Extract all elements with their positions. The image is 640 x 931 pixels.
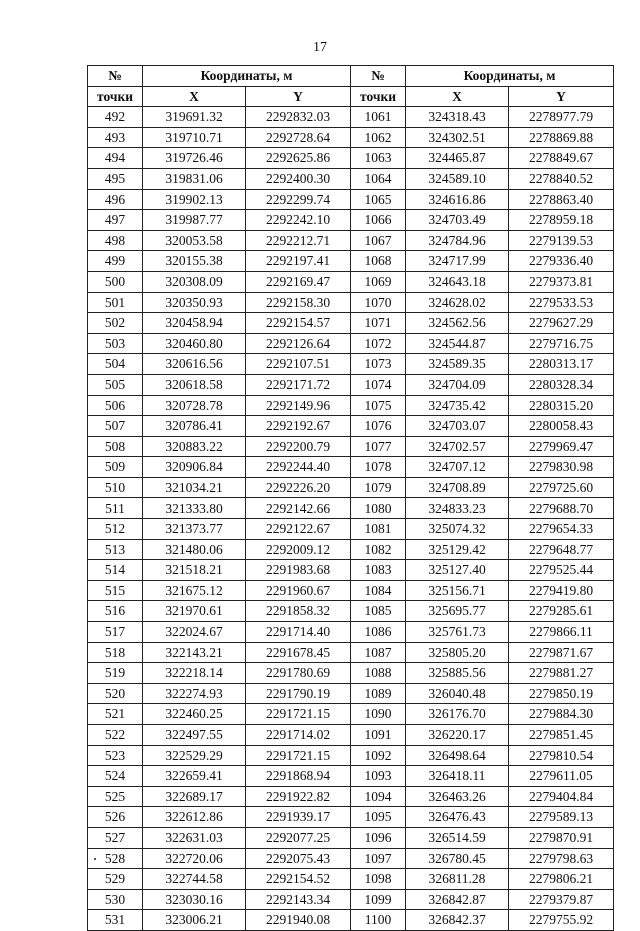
x-right: 325695.77 — [406, 601, 509, 622]
y-right: 2279871.67 — [509, 642, 614, 663]
y-left: 2291983.68 — [246, 560, 351, 581]
point-number-right: 1071 — [351, 313, 406, 334]
y-right: 2279881.27 — [509, 663, 614, 684]
x-left: 319710.71 — [143, 127, 246, 148]
point-number-right: 1085 — [351, 601, 406, 622]
y-left: 2291721.15 — [246, 745, 351, 766]
point-number-right: 1077 — [351, 436, 406, 457]
point-number-left: 498 — [88, 230, 143, 251]
point-number-left: 499 — [88, 251, 143, 272]
x-right: 324784.96 — [406, 230, 509, 251]
y-left: 2292142.66 — [246, 498, 351, 519]
point-number-left: 510 — [88, 477, 143, 498]
point-number-right: 1070 — [351, 292, 406, 313]
point-number-left: 513 — [88, 539, 143, 560]
y-right: 2279611.05 — [509, 766, 614, 787]
x-right: 324465.87 — [406, 148, 509, 169]
x-left: 322024.67 — [143, 622, 246, 643]
y-left: 2292154.57 — [246, 313, 351, 334]
y-left: 2292009.12 — [246, 539, 351, 560]
y-header-left: Y — [246, 86, 351, 107]
y-right: 2279285.61 — [509, 601, 614, 622]
x-right: 324302.51 — [406, 127, 509, 148]
point-number-right: 1080 — [351, 498, 406, 519]
table-row — [88, 519, 614, 540]
x-right: 324735.42 — [406, 395, 509, 416]
x-right: 324589.10 — [406, 168, 509, 189]
y-right: 2279810.54 — [509, 745, 614, 766]
y-left: 2292171.72 — [246, 374, 351, 395]
point-number-right: 1087 — [351, 642, 406, 663]
table-row — [88, 292, 614, 313]
x-right: 325074.32 — [406, 519, 509, 540]
x-left: 320350.93 — [143, 292, 246, 313]
x-right: 326463.26 — [406, 786, 509, 807]
x-left: 320155.38 — [143, 251, 246, 272]
y-right: 2278959.18 — [509, 210, 614, 231]
y-left: 2292212.71 — [246, 230, 351, 251]
point-number-right: 1095 — [351, 807, 406, 828]
y-right: 2278977.79 — [509, 107, 614, 128]
point-number-right: 1072 — [351, 333, 406, 354]
point-number-left: 507 — [88, 416, 143, 437]
table-row — [88, 498, 614, 519]
y-right: 2279884.30 — [509, 704, 614, 725]
point-number-left: 515 — [88, 580, 143, 601]
x-left: 320308.09 — [143, 271, 246, 292]
point-number-right: 1096 — [351, 827, 406, 848]
point-number-right: 1079 — [351, 477, 406, 498]
y-left: 2292200.79 — [246, 436, 351, 457]
x-right: 324833.23 — [406, 498, 509, 519]
y-left: 2292122.67 — [246, 519, 351, 540]
point-number-right: 1076 — [351, 416, 406, 437]
y-left: 2291922.82 — [246, 786, 351, 807]
x-right: 326811.28 — [406, 869, 509, 890]
x-right: 326418.11 — [406, 766, 509, 787]
point-number-right: 1062 — [351, 127, 406, 148]
point-number-left: 504 — [88, 354, 143, 375]
y-right: 2279716.75 — [509, 333, 614, 354]
point-number-right: 1067 — [351, 230, 406, 251]
x-left: 322689.17 — [143, 786, 246, 807]
y-left: 2291858.32 — [246, 601, 351, 622]
x-right: 324616.86 — [406, 189, 509, 210]
x-right: 326842.87 — [406, 889, 509, 910]
point-number-right: 1088 — [351, 663, 406, 684]
table-row — [88, 601, 614, 622]
x-left: 322218.14 — [143, 663, 246, 684]
point-number-left: 525 — [88, 786, 143, 807]
x-left: 320728.78 — [143, 395, 246, 416]
x-right: 324703.49 — [406, 210, 509, 231]
point-number-right: 1097 — [351, 848, 406, 869]
x-left: 320616.56 — [143, 354, 246, 375]
point-number-left: 517 — [88, 622, 143, 643]
table-row — [88, 271, 614, 292]
y-right: 2279866.11 — [509, 622, 614, 643]
y-left: 2292149.96 — [246, 395, 351, 416]
point-number-left: 523 — [88, 745, 143, 766]
table-row — [88, 127, 614, 148]
y-left: 2292226.20 — [246, 477, 351, 498]
point-number-left: 530 — [88, 889, 143, 910]
table-row — [88, 374, 614, 395]
x-left: 323030.16 — [143, 889, 246, 910]
point-number-right: 1061 — [351, 107, 406, 128]
y-right: 2279830.98 — [509, 457, 614, 478]
x-right: 324318.43 — [406, 107, 509, 128]
point-number-left: 496 — [88, 189, 143, 210]
point-number-right: 1091 — [351, 725, 406, 746]
y-left: 2292728.64 — [246, 127, 351, 148]
x-left: 320460.80 — [143, 333, 246, 354]
y-right: 2278840.52 — [509, 168, 614, 189]
point-number-right: 1099 — [351, 889, 406, 910]
x-right: 326514.59 — [406, 827, 509, 848]
y-right: 2280328.34 — [509, 374, 614, 395]
table-row — [88, 683, 614, 704]
table-row — [88, 539, 614, 560]
x-left: 321034.21 — [143, 477, 246, 498]
table-row — [88, 786, 614, 807]
table-row — [88, 230, 614, 251]
point-number-left: 528 — [88, 848, 143, 869]
y-left: 2292107.51 — [246, 354, 351, 375]
y-right: 2279688.70 — [509, 498, 614, 519]
y-left: 2292242.10 — [246, 210, 351, 231]
y-left: 2292126.64 — [246, 333, 351, 354]
point-number-header-right: № — [351, 66, 406, 87]
x-left: 320618.58 — [143, 374, 246, 395]
y-right: 2279870.91 — [509, 827, 614, 848]
table-row — [88, 477, 614, 498]
x-left: 320053.58 — [143, 230, 246, 251]
x-right: 326780.45 — [406, 848, 509, 869]
point-number-left: 512 — [88, 519, 143, 540]
coordinates-table — [87, 65, 614, 931]
x-left: 322460.25 — [143, 704, 246, 725]
y-right: 2280313.17 — [509, 354, 614, 375]
x-right: 326842.37 — [406, 910, 509, 931]
y-right: 2279419.80 — [509, 580, 614, 601]
y-header-right: Y — [509, 86, 614, 107]
point-number-right: 1074 — [351, 374, 406, 395]
x-right: 326498.64 — [406, 745, 509, 766]
y-right: 2278863.40 — [509, 189, 614, 210]
scan-speck — [94, 858, 96, 860]
x-left: 322497.55 — [143, 725, 246, 746]
y-left: 2292143.34 — [246, 889, 351, 910]
point-number-header-left: № — [88, 66, 143, 87]
y-left: 2292400.30 — [246, 168, 351, 189]
x-left: 322274.93 — [143, 683, 246, 704]
y-right: 2279755.92 — [509, 910, 614, 931]
table-row — [88, 807, 614, 828]
x-left: 321480.06 — [143, 539, 246, 560]
table-row — [88, 354, 614, 375]
point-number-right: 1086 — [351, 622, 406, 643]
x-right: 325805.20 — [406, 642, 509, 663]
point-number-left: 511 — [88, 498, 143, 519]
coordinates-header-left: Координаты, м — [143, 66, 351, 87]
y-right: 2279851.45 — [509, 725, 614, 746]
point-number-right: 1065 — [351, 189, 406, 210]
x-left: 322612.86 — [143, 807, 246, 828]
x-right: 325761.73 — [406, 622, 509, 643]
y-left: 2291714.02 — [246, 725, 351, 746]
x-right: 324544.87 — [406, 333, 509, 354]
x-left: 319987.77 — [143, 210, 246, 231]
x-right: 324704.09 — [406, 374, 509, 395]
x-left: 320786.41 — [143, 416, 246, 437]
table-row — [88, 107, 614, 128]
table-row — [88, 704, 614, 725]
y-right: 2279798.63 — [509, 848, 614, 869]
table-row — [88, 622, 614, 643]
x-left: 322659.41 — [143, 766, 246, 787]
point-number-right: 1089 — [351, 683, 406, 704]
point-number-left: 529 — [88, 869, 143, 890]
x-left: 322720.06 — [143, 848, 246, 869]
point-number-left: 503 — [88, 333, 143, 354]
y-left: 2291714.40 — [246, 622, 351, 643]
point-number-right: 1078 — [351, 457, 406, 478]
point-number-right: 1082 — [351, 539, 406, 560]
y-left: 2292197.41 — [246, 251, 351, 272]
x-left: 321373.77 — [143, 519, 246, 540]
y-left: 2292075.43 — [246, 848, 351, 869]
x-left: 320883.22 — [143, 436, 246, 457]
point-number-left: 516 — [88, 601, 143, 622]
point-number-left: 531 — [88, 910, 143, 931]
x-right: 324589.35 — [406, 354, 509, 375]
x-left: 320906.84 — [143, 457, 246, 478]
table-row — [88, 889, 614, 910]
point-number-left: 494 — [88, 148, 143, 169]
y-left: 2291939.17 — [246, 807, 351, 828]
x-right: 326040.48 — [406, 683, 509, 704]
y-left: 2292158.30 — [246, 292, 351, 313]
y-left: 2292192.67 — [246, 416, 351, 437]
table-row — [88, 642, 614, 663]
x-right: 324643.18 — [406, 271, 509, 292]
point-number-left: 501 — [88, 292, 143, 313]
y-left: 2291790.19 — [246, 683, 351, 704]
y-left: 2292832.03 — [246, 107, 351, 128]
table-row — [88, 210, 614, 231]
y-right: 2279589.13 — [509, 807, 614, 828]
y-right: 2280315.20 — [509, 395, 614, 416]
y-left: 2292169.47 — [246, 271, 351, 292]
x-left: 320458.94 — [143, 313, 246, 334]
x-left: 322529.29 — [143, 745, 246, 766]
point-number-left: 497 — [88, 210, 143, 231]
table-row — [88, 745, 614, 766]
y-right: 2279525.44 — [509, 560, 614, 581]
table-row — [88, 910, 614, 931]
x-left: 321970.61 — [143, 601, 246, 622]
point-number-right: 1066 — [351, 210, 406, 231]
y-right: 2279654.33 — [509, 519, 614, 540]
table-row — [88, 457, 614, 478]
y-right: 2279806.21 — [509, 869, 614, 890]
y-left: 2292625.86 — [246, 148, 351, 169]
x-right: 325885.56 — [406, 663, 509, 684]
table-row — [88, 416, 614, 437]
point-number-left: 527 — [88, 827, 143, 848]
x-left: 319902.13 — [143, 189, 246, 210]
x-left: 319831.06 — [143, 168, 246, 189]
y-right: 2279404.84 — [509, 786, 614, 807]
x-right: 324562.56 — [406, 313, 509, 334]
y-right: 2280058.43 — [509, 416, 614, 437]
table-row — [88, 313, 614, 334]
table-row — [88, 333, 614, 354]
y-right: 2279139.53 — [509, 230, 614, 251]
table-row — [88, 725, 614, 746]
x-left: 319691.32 — [143, 107, 246, 128]
x-left: 321518.21 — [143, 560, 246, 581]
point-label-right: точки — [351, 86, 406, 107]
point-number-right: 1068 — [351, 251, 406, 272]
coordinates-table-body — [88, 107, 614, 931]
x-left: 319726.46 — [143, 148, 246, 169]
point-number-left: 495 — [88, 168, 143, 189]
x-right: 326176.70 — [406, 704, 509, 725]
table-row — [88, 766, 614, 787]
y-left: 2291868.94 — [246, 766, 351, 787]
point-number-left: 506 — [88, 395, 143, 416]
y-right: 2279379.87 — [509, 889, 614, 910]
x-left: 322631.03 — [143, 827, 246, 848]
x-right: 325127.40 — [406, 560, 509, 581]
point-number-right: 1081 — [351, 519, 406, 540]
point-number-right: 1084 — [351, 580, 406, 601]
y-left: 2291960.67 — [246, 580, 351, 601]
point-number-right: 1073 — [351, 354, 406, 375]
point-number-right: 1064 — [351, 168, 406, 189]
y-right: 2279648.77 — [509, 539, 614, 560]
point-number-right: 1083 — [351, 560, 406, 581]
point-number-right: 1092 — [351, 745, 406, 766]
table-row — [88, 869, 614, 890]
point-number-left: 492 — [88, 107, 143, 128]
y-right: 2279725.60 — [509, 477, 614, 498]
x-left: 321333.80 — [143, 498, 246, 519]
y-right: 2279627.29 — [509, 313, 614, 334]
point-number-right: 1094 — [351, 786, 406, 807]
x-left: 323006.21 — [143, 910, 246, 931]
point-number-left: 524 — [88, 766, 143, 787]
point-number-right: 1100 — [351, 910, 406, 931]
table-row — [88, 189, 614, 210]
y-left: 2291940.08 — [246, 910, 351, 931]
point-number-right: 1090 — [351, 704, 406, 725]
y-right: 2279373.81 — [509, 271, 614, 292]
point-number-left: 505 — [88, 374, 143, 395]
point-number-left: 509 — [88, 457, 143, 478]
x-right: 324703.07 — [406, 416, 509, 437]
point-number-right: 1063 — [351, 148, 406, 169]
x-right: 324707.12 — [406, 457, 509, 478]
y-left: 2292154.52 — [246, 869, 351, 890]
point-number-right: 1075 — [351, 395, 406, 416]
table-row — [88, 436, 614, 457]
x-right: 324717.99 — [406, 251, 509, 272]
point-number-left: 514 — [88, 560, 143, 581]
x-right: 325156.71 — [406, 580, 509, 601]
x-header-left: X — [143, 86, 246, 107]
point-number-right: 1069 — [351, 271, 406, 292]
table-row — [88, 148, 614, 169]
x-left: 321675.12 — [143, 580, 246, 601]
y-right: 2279969.47 — [509, 436, 614, 457]
table-row — [88, 848, 614, 869]
x-right: 325129.42 — [406, 539, 509, 560]
x-left: 322744.58 — [143, 869, 246, 890]
table-row — [88, 827, 614, 848]
point-number-left: 500 — [88, 271, 143, 292]
x-header-right: X — [406, 86, 509, 107]
x-right: 326220.17 — [406, 725, 509, 746]
point-number-left: 521 — [88, 704, 143, 725]
y-left: 2291678.45 — [246, 642, 351, 663]
table-row — [88, 580, 614, 601]
y-right: 2279336.40 — [509, 251, 614, 272]
point-label-left: точки — [88, 86, 143, 107]
table-row — [88, 168, 614, 189]
y-right: 2279533.53 — [509, 292, 614, 313]
x-right: 324702.57 — [406, 436, 509, 457]
y-right: 2278869.88 — [509, 127, 614, 148]
point-number-right: 1093 — [351, 766, 406, 787]
y-left: 2291780.69 — [246, 663, 351, 684]
table-row — [88, 395, 614, 416]
table-row — [88, 663, 614, 684]
y-left: 2291721.15 — [246, 704, 351, 725]
table-row — [88, 560, 614, 581]
point-number-right: 1098 — [351, 869, 406, 890]
coordinates-header-right: Координаты, м — [406, 66, 614, 87]
x-left: 322143.21 — [143, 642, 246, 663]
point-number-left: 520 — [88, 683, 143, 704]
page-number: 17 — [313, 40, 327, 55]
x-right: 324628.02 — [406, 292, 509, 313]
point-number-left: 522 — [88, 725, 143, 746]
point-number-left: 519 — [88, 663, 143, 684]
point-number-left: 493 — [88, 127, 143, 148]
table-row — [88, 251, 614, 272]
y-right: 2278849.67 — [509, 148, 614, 169]
x-right: 326476.43 — [406, 807, 509, 828]
point-number-left: 508 — [88, 436, 143, 457]
point-number-left: 518 — [88, 642, 143, 663]
point-number-left: 502 — [88, 313, 143, 334]
y-left: 2292244.40 — [246, 457, 351, 478]
x-right: 324708.89 — [406, 477, 509, 498]
point-number-left: 526 — [88, 807, 143, 828]
y-left: 2292299.74 — [246, 189, 351, 210]
y-right: 2279850.19 — [509, 683, 614, 704]
y-left: 2292077.25 — [246, 827, 351, 848]
